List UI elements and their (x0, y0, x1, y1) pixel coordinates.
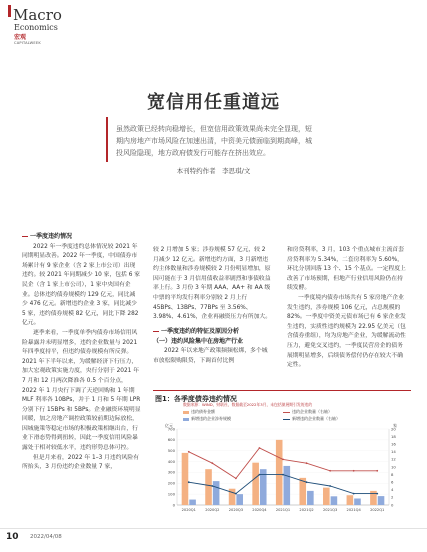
x-tick-label: 2021Q4 (346, 508, 361, 512)
column-2 (153, 246, 271, 366)
bar-new-default-amount (284, 466, 291, 505)
paragraph: 2022 年一季度违约总体情况较 2021 年同期明显改善。2022 年一季度，中国债券市场累计有 9 家企业（含 2 家上市公司）出现违约。较 2021 年同期减少 10 家，包括 6 家民企（含 1 家上市公司），1 家中央国有企业。总体违约债券规模约 129 亿元，同比减少 476 亿元。新增违约企业 3 家，同比减少 5 家，违约债券规模 82 亿元，同比下降 282 亿元。 (22, 243, 141, 327)
page-number: 10 (6, 532, 19, 542)
paragraph: 较 2 月增加 5 家；涉券规模 57 亿元，较 2 月减少 12 亿元。新增违约方面，3 月新增违约主体数量和涉券规模较 2 月份明显增加，原因可能在于 3 月信用债收益率剧烈和事债收益率上行。3 月份 3 年期 AAA、AA+ 和 AA 级中票的平均发行利率分别较 2 月上行 45BPs、13BPs、77BPs 至 3.56%、3.98%、4.61%，企业再融资压力有所加大。 (153, 247, 271, 321)
legend-label: 违约债券金额 (191, 409, 215, 414)
issue-date: 2022/04/08 (30, 534, 62, 540)
y-tick-right: 6 (391, 479, 394, 485)
x-tick-label: 2021Q2 (299, 508, 314, 512)
bar-line-chart (153, 421, 411, 526)
y-tick-left: 400 (167, 458, 175, 464)
line-default-count-point (259, 447, 261, 449)
legend-label: 新增违约企业涉券规模 (191, 416, 231, 421)
bar-default-amount (323, 488, 330, 505)
x-tick-label: 2021Q1 (275, 508, 291, 512)
figure-title-text: 各季度债券违约情况 (173, 395, 237, 403)
paragraph: 逐季来看，一季度单季内债券市场信用风险暴露并未明显增多，违约企业数量与 2021 年四季度持平，但违约债券规模有所反弹。2021 年下半年以来，为缓解经济下行压力，加大宏观政策实施力度，央行分别于 2021 年 7 月和 12 月两次降准各 0.5 个百分点，2022 年 1 月央行下调了天逆回购和 1 年期 MLF 利率各 10BPs，并于 1 月和 5 年期 LPR 分别下行 15BPs 和 5BPs。企业融资环境明显回暖，加之房地产调控政策较前期边际放松，因城施策等稳定市场的积极政策相继出台，行业下滑态势得到扭转，因此一季度信用风险暴露处于相对较低水平，违约形势总体可控。 (22, 329, 141, 452)
line-default-count-point (329, 470, 331, 472)
bar-new-default-amount (189, 500, 196, 505)
y-tick-right: 4 (391, 487, 394, 493)
line-new-default-count-point (306, 481, 308, 483)
bar-new-default-amount (307, 491, 314, 505)
y-tick-left: 0 (172, 502, 175, 508)
y-unit-left: 亿元 (165, 423, 173, 428)
legend-label: 违约企业数量（右轴） (292, 409, 332, 414)
paragraph: 和房贷利率，3 月，103 个重点城市主流首套房贷利率为 5.34%，二套房利率为 5.60%，环比分别回落 13 个、15 个基点。一定程度上改善了市场预期，但地产行业信用风险仍在持续发酵。 (287, 247, 406, 292)
column-3 (287, 246, 407, 371)
y-tick-left: 100 (167, 491, 175, 497)
x-tick-label: 2021Q3 (322, 508, 338, 512)
x-tick-label: 2020Q3 (228, 508, 244, 512)
bar-new-default-amount (354, 498, 361, 505)
brand-cn: 宏观 (14, 34, 27, 41)
brand-line1: Macro (13, 6, 62, 24)
y-tick-left: 700 (167, 426, 175, 432)
paragraph: 2022 年以来地产政策频频松绑，多个城市放松限购限贷，下调首付比例 (153, 347, 268, 364)
subsection-heading: （一）违约风险集中在房地产行业 (153, 338, 244, 346)
article-title: 宽信用任重道远 (147, 92, 280, 113)
line-default-count-point (235, 478, 237, 480)
y-tick-right: 10 (391, 464, 396, 470)
footer-rule (0, 528, 427, 529)
article-deck: 虽然政策已经转向稳增长，但宽信用政策效果尚未完全显现，短期内房地产市场风险在加速出清，中资美元债面临到期高峰，城投风险隐现，地方政府债发行可能存在挤出效应。 (116, 125, 312, 157)
legend-swatch (283, 419, 290, 420)
bar-default-amount (370, 491, 377, 505)
brand-line2: Economics (14, 23, 58, 32)
y-tick-right: 8 (391, 471, 394, 477)
x-tick-label: 2020Q1 (181, 508, 196, 512)
y-tick-right: 20 (391, 426, 396, 432)
x-tick-label: 2022Q1 (370, 508, 385, 512)
bar-default-amount (252, 463, 259, 505)
bar-default-amount (205, 469, 212, 505)
legend-item (183, 409, 283, 415)
y-tick-left: 300 (167, 469, 175, 475)
y-tick-right: 2 (391, 494, 394, 500)
y-tick-left: 600 (167, 437, 175, 443)
bar-default-amount (347, 495, 354, 505)
legend-swatch (183, 411, 189, 414)
section-brand (8, 8, 68, 45)
bar-new-default-amount (213, 481, 220, 505)
line-default-count-point (282, 459, 284, 461)
y-tick-left: 200 (167, 480, 175, 486)
y-tick-left: 500 (167, 448, 175, 454)
bar-new-default-amount (236, 494, 243, 505)
x-tick-label: 2020Q4 (252, 508, 267, 512)
y-tick-right: 12 (391, 456, 396, 462)
deck-accent-bar (106, 117, 108, 162)
line-new-default-count-point (188, 481, 190, 483)
line-new-default-count-point (235, 493, 237, 495)
figure-1 (153, 390, 411, 526)
section-heading: 一季度违约情况 (22, 232, 141, 242)
brand-en: CAPITALWEEK (14, 41, 41, 45)
legend-label: 新增违约企业数量（右轴） (292, 416, 340, 421)
line-default-count-point (211, 462, 213, 464)
y-tick-right: 16 (391, 441, 396, 447)
line-new-default-count-point (376, 493, 378, 495)
bar-default-amount (182, 453, 189, 505)
y-tick-right: 18 (391, 433, 396, 439)
line-new-default-count-point (353, 493, 355, 495)
bar-new-default-amount (331, 496, 338, 505)
y-tick-right: 14 (391, 449, 396, 455)
paragraph: 一季度境内债券市场共有 5 家房地产企业发生违约，涉券规模 106 亿元，占总规模的 82%。一季度中资美元债市场已有 6 家企业发生违约，实质性违约规模为 22.95 亿美元（包含债券重组），均为房地产企业，为缓解流动性压力，避免交叉违约，一季度民营房企的债务展期明显增多，后续债务偿付仍存在较大不确定性。 (287, 294, 406, 369)
column-1 (22, 232, 141, 473)
legend-swatch (283, 412, 290, 413)
x-tick-label: 2020Q2 (205, 508, 220, 512)
y-unit-right: 家 (393, 423, 397, 428)
figure-label: 图1： (155, 395, 174, 403)
legend-item (283, 409, 393, 415)
bar-default-amount (276, 440, 283, 505)
line-new-default-count-point (259, 474, 261, 476)
y-tick-right: 0 (391, 502, 394, 508)
line-new-default-count-point (211, 485, 213, 487)
line-new-default-count-point (329, 485, 331, 487)
line-default-count-point (306, 462, 308, 464)
line-default-count-point (188, 451, 190, 453)
line-new-default-count-point (282, 474, 284, 476)
byline: 本刊特约作者 李思琪/文 (176, 167, 251, 175)
bar-new-default-amount (378, 496, 385, 505)
section-heading: 一季度违约的特征及原因分析 (153, 327, 271, 337)
paragraph: 但是月来看，2022 年 1–3 月违约风险有所抬头，3 月份违约企业数量 7 家， (22, 454, 139, 471)
line-default-count-point (376, 470, 378, 472)
line-default-count-point (353, 470, 355, 472)
figure-source: 数据来源：WIND，财联社，数据截至2022年3月，未包括债展期引发的违约 (183, 402, 313, 407)
